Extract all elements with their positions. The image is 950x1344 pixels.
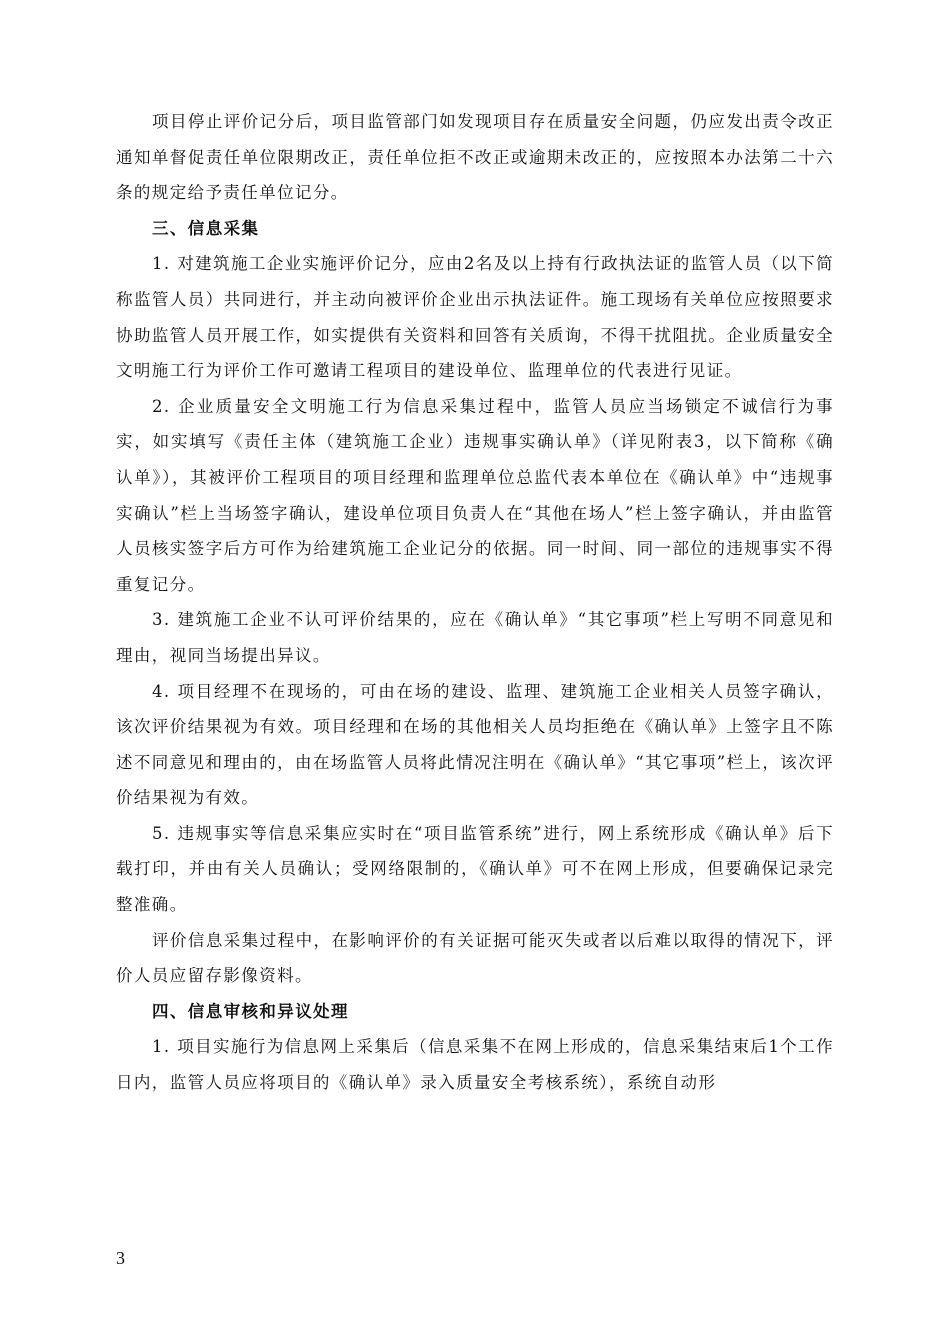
section-heading-review-and-objection: 四、信息审核和异议处理 xyxy=(152,1001,349,1021)
paragraph-item-3: 3. 建筑施工企业不认可评价结果的，应在《确认单》“其它事项”栏上写明不同意见和理由，视同当场提出异议。 xyxy=(116,610,834,665)
paragraph-item-5: 5. 违规事实等信息采集应实时在“项目监管系统”进行，网上系统形成《确认单》后下载打印，并由有关人员确认；受网络限制的，《确认单》可不在网上形成，但要确保记录完整准确。 xyxy=(116,823,834,915)
paragraph-item-2: 2. 企业质量安全文明施工行为信息采集过程中，监管人员应当场锁定不诚信行为事实，如实填写《责任主体（建筑施工企业）违规事实确认单》（详见附表3，以下简称《确认单》），其被评价工程项目的项目经理和监理单位总监代表本单位在《确认单》中“违规事实确认”栏上当场签字确认，建设单位项目负责人在“其他在场人”栏上签字确认，并由监管人员核实签字后方可作为给建筑施工企业记分的依据。同一时间、同一部位的违规事实不得重复记分。 xyxy=(116,396,834,594)
paragraph-stop-evaluation: 项目停止评价记分后，项目监管部门如发现项目存在质量安全问题，仍应发出责令改正通知单督促责任单位限期改正，责任单位拒不改正或逾期未改正的，应按照本办法第二十六条的规定给予责任单位记分。 xyxy=(116,112,834,203)
page-number: 3 xyxy=(116,1248,125,1268)
paragraph-evidence-retention: 评价信息采集过程中，在影响评价的有关证据可能灭失或者以后难以取得的情况下，评价人员应留存影像资料。 xyxy=(116,930,834,986)
document-body xyxy=(116,104,834,1101)
section-heading-information-collection: 三、信息采集 xyxy=(152,218,260,238)
paragraph-item-1: 1. 对建筑施工企业实施评价记分，应由2名及以上持有行政执法证的监管人员（以下简称监管人员）共同进行，并主动向被评价企业出示执法证件。施工现场有关单位应按照要求协助监管人员开展工作，如实提供有关资料和回答有关质询，不得干扰阻扰。企业质量安全文明施工行为评价工作可邀请工程项目的建设单位、监理单位的代表进行见证。 xyxy=(116,254,834,381)
paragraph-review-item-1: 1. 项目实施行为信息网上采集后（信息采集不在网上形成的，信息采集结束后1个工作日内，监管人员应将项目的《确认单》录入质量安全考核系统），系统自动形 xyxy=(116,1037,834,1093)
paragraph-item-4: 4. 项目经理不在现场的，可由在场的建设、监理、建筑施工企业相关人员签字确认，该次评价结果视为有效。项目经理和在场的其他相关人员均拒绝在《确认单》上签字且不陈述不同意见和理由的，由在场监管人员将此情况注明在《确认单》“其它事项”栏上，该次评价结果视为有效。 xyxy=(116,681,834,808)
